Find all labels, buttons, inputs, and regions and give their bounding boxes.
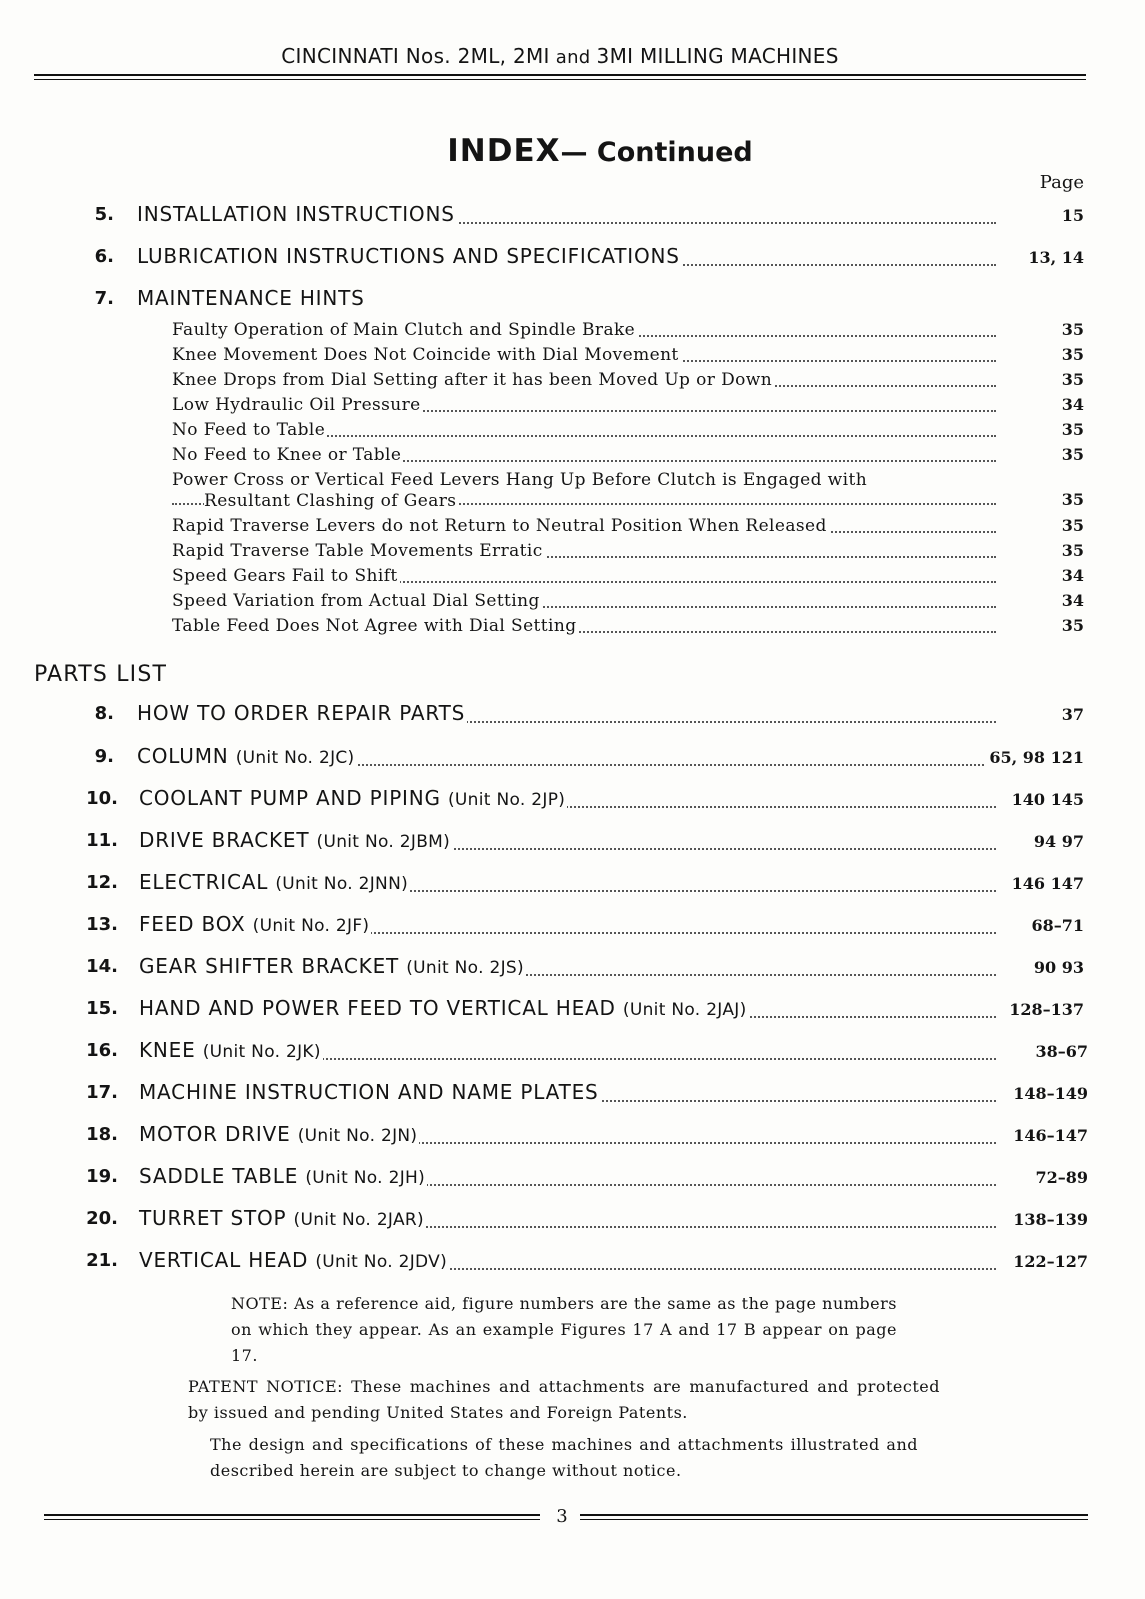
- entry-label: KNEE: [139, 1038, 196, 1062]
- parts-entry-title: [139, 1122, 419, 1146]
- entry-number: 5.: [94, 204, 114, 225]
- entry-number: 18.: [86, 1124, 118, 1145]
- entry-pages: 38–67: [1032, 1042, 1088, 1061]
- index-entry-title: [137, 286, 367, 310]
- parts-entry-title: [139, 828, 452, 852]
- hint-pages: 35: [1059, 320, 1084, 339]
- index-entry-title: [137, 202, 457, 226]
- entry-number: 6.: [94, 246, 114, 267]
- entry-label: DRIVE BRACKET: [139, 828, 310, 852]
- unit-number: (Unit No. 2JH): [305, 1168, 426, 1188]
- change-notice: The design and specifications of these machines and attachments illustrated and described herein are subject to change without notice.: [210, 1435, 918, 1480]
- maintenance-hint: Power Cross or Vertical Feed Levers Hang Up Before Clutch is Engaged with: [172, 470, 868, 490]
- entry-pages: 90 93: [1031, 958, 1084, 977]
- reference-note: NOTE: As a reference aid, figure numbers are the same as the page numbers on which they appear. As an example Figures 17 A and 17 B appear on page 17.: [231, 1294, 897, 1365]
- unit-number: (Unit No. 2JAJ): [622, 1000, 747, 1020]
- entry-number: 13.: [86, 914, 118, 935]
- running-header: [0, 44, 1120, 68]
- parts-entry-title: [139, 954, 526, 978]
- hint-pages: 35: [1059, 616, 1084, 635]
- page-number: 3: [556, 1506, 568, 1527]
- entry-label: SADDLE TABLE: [139, 1164, 299, 1188]
- parts-entry-title: [139, 1164, 427, 1188]
- entry-number: 11.: [86, 830, 118, 851]
- entry-label: ELECTRICAL: [139, 870, 269, 894]
- entry-number: 10.: [86, 788, 118, 809]
- hint-pages: 34: [1059, 591, 1084, 610]
- entry-pages: 65, 98 121: [986, 748, 1084, 767]
- entry-label: LUBRICATION INSTRUCTIONS AND SPECIFICATIONS: [137, 244, 680, 268]
- maintenance-hint: Low Hydraulic Oil Pressure: [172, 395, 421, 415]
- entry-pages: 94 97: [1031, 832, 1084, 851]
- unit-number: (Unit No. 2JN): [297, 1126, 418, 1146]
- unit-number: (Unit No. 2JDV): [315, 1252, 448, 1272]
- entry-number: 14.: [86, 956, 118, 977]
- header-and: and: [549, 47, 597, 68]
- header-prefix: CINCINNATI Nos.: [281, 44, 458, 68]
- unit-number: (Unit No. 2JBM): [316, 832, 451, 852]
- footer-rule-left-thin: [44, 1519, 540, 1520]
- entry-number: 21.: [86, 1250, 118, 1271]
- parts-entry-title: [139, 1248, 449, 1272]
- header-rule-thin: [34, 79, 1086, 80]
- entry-pages: 122–127: [1010, 1252, 1088, 1271]
- entry-pages: 128–137: [1006, 1000, 1084, 1019]
- entry-number: 17.: [86, 1082, 118, 1103]
- hint-pages: 34: [1059, 566, 1084, 585]
- parts-entry-title: [137, 744, 357, 768]
- hint-pages: 35: [1059, 370, 1084, 389]
- hint-pages: 35: [1059, 345, 1084, 364]
- maintenance-hint: Speed Variation from Actual Dial Setting: [172, 591, 540, 611]
- page-title: [0, 133, 1145, 169]
- title-main: INDEX: [447, 133, 561, 169]
- unit-number: (Unit No. 2JNN): [275, 874, 409, 894]
- entry-label: MOTOR DRIVE: [139, 1122, 291, 1146]
- entry-pages: 140 145: [1009, 790, 1084, 809]
- unit-number: (Unit No. 2JK): [202, 1042, 321, 1062]
- maintenance-hint: Rapid Traverse Levers do not Return to Neutral Position When Released: [172, 516, 827, 536]
- hint-pages: 35: [1059, 445, 1084, 464]
- maintenance-hint: No Feed to Knee or Table: [172, 445, 402, 465]
- entry-label: COLUMN: [137, 744, 229, 768]
- entry-number: 16.: [86, 1040, 118, 1061]
- parts-entry-title: [139, 1206, 426, 1230]
- maintenance-hint: Knee Movement Does Not Coincide with Dial Movement: [172, 345, 679, 365]
- header-suffix: MILLING MACHINES: [633, 44, 839, 68]
- page-column-label: Page: [1039, 172, 1084, 193]
- entry-pages: 72–89: [1032, 1168, 1088, 1187]
- parts-entry-title: [139, 1038, 323, 1062]
- hint-pages: 35: [1059, 541, 1084, 560]
- entry-pages: 37: [1059, 705, 1084, 724]
- hint-pages: 35: [1059, 490, 1084, 509]
- entry-pages: 148–149: [1010, 1084, 1088, 1103]
- hint-pages: 34: [1059, 395, 1084, 414]
- parts-entry-title: [139, 786, 567, 810]
- patent-notice: PATENT NOTICE: These machines and attachments are manufactured and protected by issued and pending United States and Foreign Patents.: [188, 1377, 940, 1422]
- entry-label: TURRET STOP: [139, 1206, 287, 1230]
- maintenance-hint: Rapid Traverse Table Movements Erratic: [172, 541, 543, 561]
- header-model3: 3MI: [596, 44, 634, 68]
- entry-number: 20.: [86, 1208, 118, 1229]
- entry-number: 7.: [94, 288, 114, 309]
- entry-label: HAND AND POWER FEED TO VERTICAL HEAD: [139, 996, 616, 1020]
- entry-label: MAINTENANCE HINTS: [137, 286, 365, 310]
- unit-number: (Unit No. 2JAR): [293, 1210, 424, 1230]
- entry-label: MACHINE INSTRUCTION AND NAME PLATES: [139, 1080, 599, 1104]
- maintenance-hint: Faulty Operation of Main Clutch and Spindle Brake: [172, 320, 636, 340]
- maintenance-hint: Table Feed Does Not Agree with Dial Setting: [172, 616, 577, 636]
- maintenance-hint: No Feed to Table: [172, 420, 326, 440]
- header-models: 2ML, 2MI: [457, 44, 550, 68]
- entry-label: HOW TO ORDER REPAIR PARTS: [137, 701, 466, 725]
- hint-pages: 35: [1059, 420, 1084, 439]
- parts-entry-title: [139, 870, 410, 894]
- entry-number: 15.: [86, 998, 118, 1019]
- parts-entry-title: [139, 996, 749, 1020]
- entry-pages: 146 147: [1009, 874, 1084, 893]
- title-continued: — Continued: [560, 137, 753, 168]
- entry-number: 8.: [94, 703, 114, 724]
- maintenance-hint-continued: Resultant Clashing of Gears: [204, 491, 457, 511]
- hint-pages: 35: [1059, 516, 1084, 535]
- unit-number: (Unit No. 2JC): [235, 748, 355, 768]
- index-entry-title: [137, 244, 682, 268]
- entry-label: INSTALLATION INSTRUCTIONS: [137, 202, 455, 226]
- header-rule: [34, 74, 1086, 76]
- unit-number: (Unit No. 2JP): [448, 790, 566, 810]
- entry-label: FEED BOX: [139, 912, 246, 936]
- entry-label: COOLANT PUMP AND PIPING: [139, 786, 441, 810]
- parts-list-heading: PARTS LIST: [34, 662, 168, 687]
- footer-rule-right-thin: [580, 1519, 1088, 1520]
- entry-label: VERTICAL HEAD: [139, 1248, 309, 1272]
- parts-entry-title: [139, 1080, 601, 1104]
- unit-number: (Unit No. 2JS): [406, 958, 524, 978]
- entry-number: 12.: [86, 872, 118, 893]
- maintenance-hint: Knee Drops from Dial Setting after it has been Moved Up or Down: [172, 370, 773, 390]
- entry-number: 9.: [94, 746, 114, 767]
- footer-rule-left: [44, 1514, 540, 1516]
- maintenance-hint: Speed Gears Fail to Shift: [172, 566, 398, 586]
- entry-pages: 146–147: [1010, 1126, 1088, 1145]
- parts-entry-title: [139, 912, 371, 936]
- entry-label: GEAR SHIFTER BRACKET: [139, 954, 400, 978]
- entry-pages: 138–139: [1010, 1210, 1088, 1229]
- entry-pages: 15: [1059, 206, 1084, 225]
- footer-rule-right: [580, 1514, 1088, 1516]
- entry-pages: 68–71: [1028, 916, 1084, 935]
- entry-number: 19.: [86, 1166, 118, 1187]
- entry-pages: 13, 14: [1025, 248, 1084, 267]
- parts-entry-title: [137, 701, 467, 725]
- unit-number: (Unit No. 2JF): [252, 916, 370, 936]
